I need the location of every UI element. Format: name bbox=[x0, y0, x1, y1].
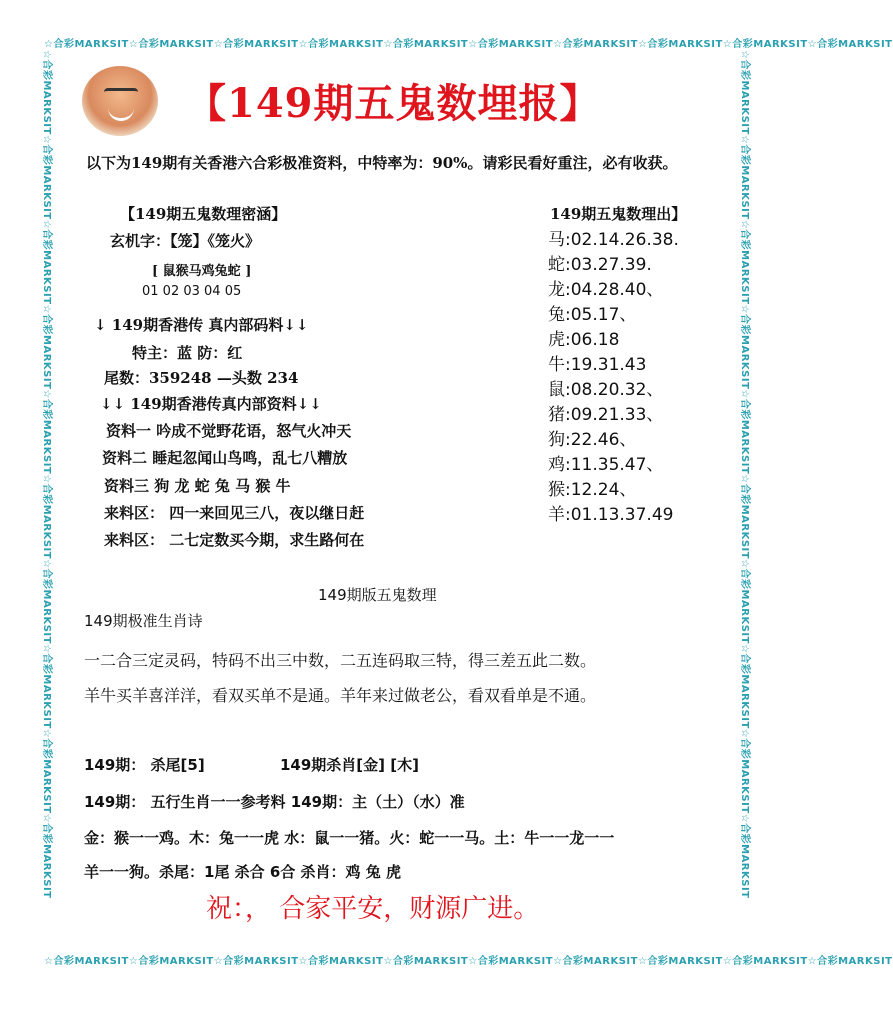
ziliao-1: 资料一 吟成不觉野花语，怒气火冲天 bbox=[106, 422, 352, 440]
portrait-avatar bbox=[82, 66, 158, 136]
list-item: 狗:22.46、 bbox=[548, 430, 637, 450]
poem-heading: 149期极准生肖诗 bbox=[84, 612, 203, 630]
xuanji-line: 玄机字：【笼】《笼火》 bbox=[110, 232, 261, 250]
poem-line-2: 羊牛买羊喜洋洋，看双买单不是通。羊年来过做老公，看双看单是不通。 bbox=[84, 686, 597, 705]
list-item: 猴:12.24、 bbox=[548, 480, 637, 500]
hk-heading-2: ↓↓ 149期香港传真内部资料↓↓ bbox=[100, 395, 322, 413]
decorative-border-right: ☆合彩MARKSIT☆合彩MARKSIT☆合彩MARKSIT☆合彩MARKSIT☆合彩MARKSIT☆合彩MARKSIT☆合彩MARKSIT☆合彩MARKSIT☆合彩MARKSIT☆合彩MARKSIT bbox=[739, 50, 750, 899]
lailiao-2: 来料区： 二七定数买今期，求生路何在 bbox=[104, 531, 365, 549]
list-item: 虎:06.18 bbox=[548, 330, 620, 350]
decorative-border-bottom: ☆合彩MARKSIT☆合彩MARKSIT☆合彩MARKSIT☆合彩MARKSIT☆合彩MARKSIT☆合彩MARKSIT☆合彩MARKSIT☆合彩MARKSIT☆合彩MARKSIT☆合彩MARKSIT bbox=[44, 956, 893, 967]
tezhu-line: 特主：蓝 防：红 bbox=[132, 344, 243, 362]
version-title: 149期版五鬼数理 bbox=[318, 586, 437, 604]
blessing-text: 祝：， 合家平安，财源广进。 bbox=[206, 894, 540, 924]
wuxing-line: 149期： 五行生肖一一参考料 149期：主（土）（水）准 bbox=[84, 793, 465, 811]
zodiac-bracket: [ 鼠猴马鸡兔蛇 ] bbox=[152, 264, 252, 279]
list-item: 马:02.14.26.38. bbox=[548, 230, 679, 250]
wuxing-detail-a: 金：猴一一鸡。木：兔一一虎 水：鼠一一猪。火：蛇一一马。土：牛一一龙一一 bbox=[84, 829, 615, 847]
wuxing-detail-b: 羊一一狗。杀尾：1尾 杀合 6合 杀肖：鸡 兔 虎 bbox=[84, 863, 401, 881]
poem-line-1: 一二合三定灵码，特码不出三中数，二五连码取三特，得三差五此二数。 bbox=[84, 651, 597, 670]
list-item: 鸡:11.35.47、 bbox=[548, 455, 664, 475]
list-item: 蛇:03.27.39. bbox=[548, 255, 652, 275]
list-item: 鼠:08.20.32、 bbox=[548, 380, 664, 400]
list-item: 龙:04.28.40、 bbox=[548, 280, 664, 300]
lailiao-1: 来料区： 四一来回见三八，夜以继日赶 bbox=[104, 504, 365, 522]
list-item: 猪:09.21.33、 bbox=[548, 405, 664, 425]
intro-text: 以下为149期有关香港六合彩极准资料，中特率为：90%。请彩民看好重注，必有收获。 bbox=[86, 154, 678, 172]
decorative-border-left: ☆合彩MARKSIT☆合彩MARKSIT☆合彩MARKSIT☆合彩MARKSIT☆合彩MARKSIT☆合彩MARKSIT☆合彩MARKSIT☆合彩MARKSIT☆合彩MARKSIT☆合彩MARKSIT bbox=[41, 50, 52, 899]
kill-tail: 149期： 杀尾[5] bbox=[84, 756, 205, 774]
number-line: 01 02 03 04 05 bbox=[142, 284, 242, 299]
hk-heading-1: ↓ 149期香港传 真内部码料↓↓ bbox=[94, 316, 309, 334]
avatar-smile bbox=[108, 108, 134, 121]
list-item: 兔:05.17、 bbox=[548, 305, 637, 325]
weishu-line: 尾数：359248 —头数 234 bbox=[104, 369, 299, 387]
list-item: 羊:01.13.37.49 bbox=[548, 505, 674, 525]
zodiac-number-list bbox=[548, 228, 679, 528]
numbers-heading: 149期五鬼数理出】 bbox=[550, 205, 687, 223]
secret-heading: 【149期五鬼数理密涵】 bbox=[120, 205, 287, 223]
kill-zodiac: 149期杀肖[金] [木] bbox=[280, 756, 419, 774]
list-item: 牛:19.31.43 bbox=[548, 355, 647, 375]
ziliao-2: 资料二 睡起忽闻山鸟鸣，乱七八糟放 bbox=[102, 449, 348, 467]
page-title: 【149期五鬼数埋报】 bbox=[186, 80, 601, 127]
decorative-border-top: ☆合彩MARKSIT☆合彩MARKSIT☆合彩MARKSIT☆合彩MARKSIT☆合彩MARKSIT☆合彩MARKSIT☆合彩MARKSIT☆合彩MARKSIT☆合彩MARKSIT☆合彩MARKSIT bbox=[44, 39, 893, 50]
ziliao-3: 资料三 狗 龙 蛇 兔 马 猴 牛 bbox=[104, 477, 291, 495]
avatar-eyes bbox=[104, 88, 138, 101]
